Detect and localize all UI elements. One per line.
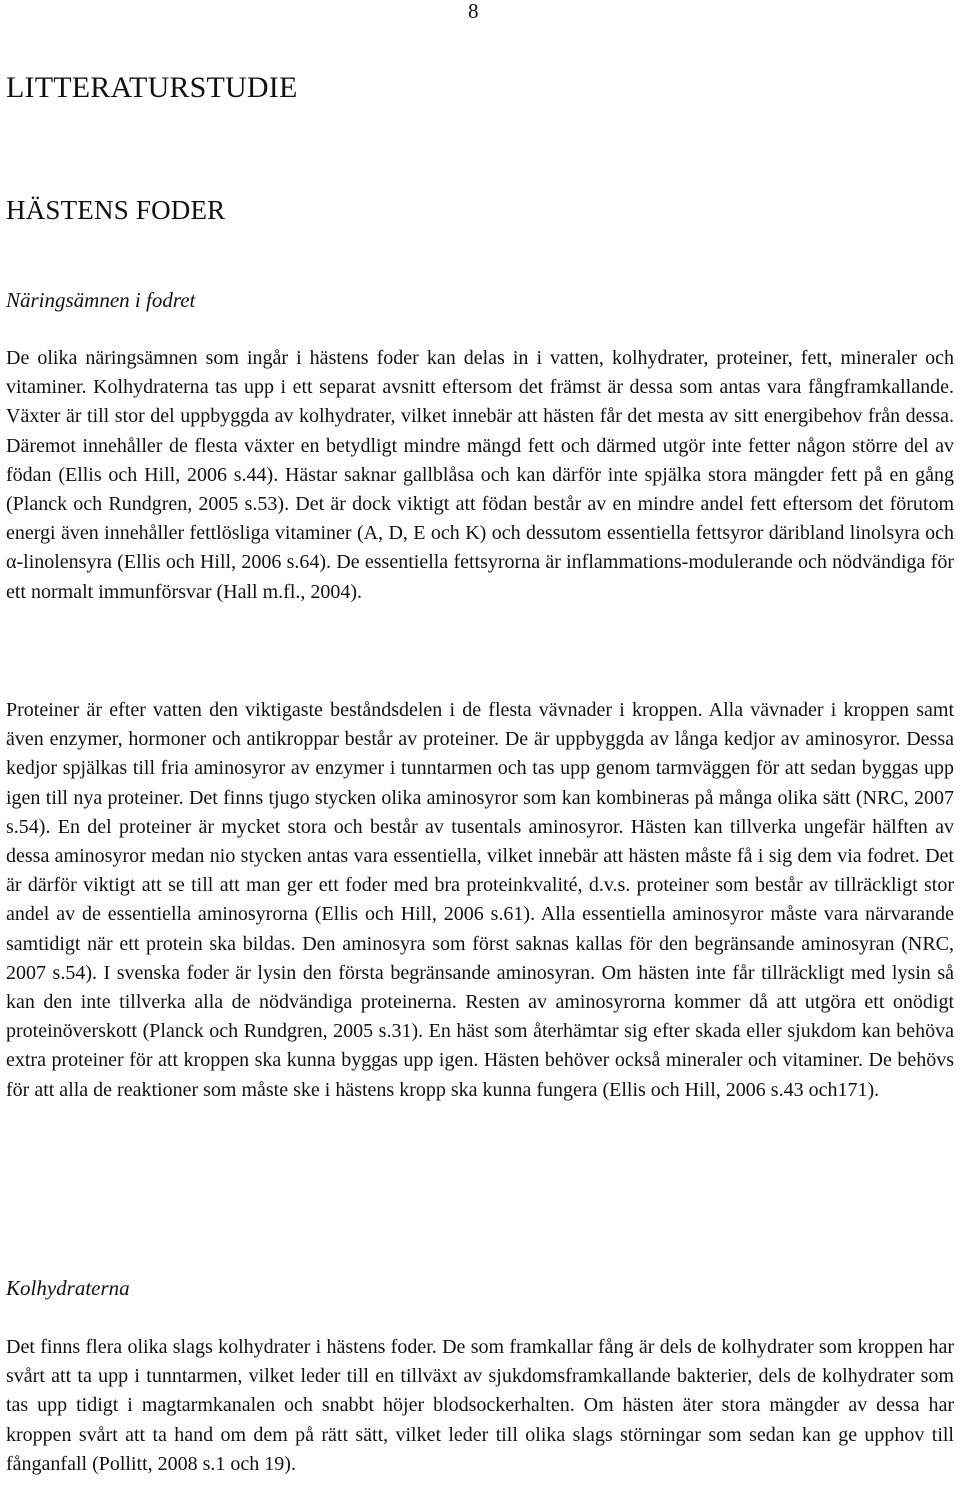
subheading-naringsamnen: Näringsämnen i fodret <box>6 288 196 312</box>
paragraph-proteiner: Proteiner är efter vatten den viktigaste beståndsdelen i de flesta vävnader i kroppen. Alla vävnader i kroppen samt även enzymer, hormoner och antikroppar består av proteiner. De är uppbyggda av långa kedjor av aminosyror. Dessa kedjor spjälkas till fria aminosyror av enzymer i tunntarmen och tas upp genom tarmväggen för att sedan byggas upp igen till nya proteiner. Det finns tjugo stycken olika aminosyror som kan kombineras på många olika sätt (NRC, 2007 s.54). En del proteiner är mycket stora och består av tusentals aminosyror. Hästen kan tillverka ungefär hälften av dessa aminosyror medan nio stycken antas vara essentiella, vilket innebär att hästen måste få i sig dem via fodret. Det är därför viktigt att se till att man ger ett foder med bra proteinkvalité, d.v.s. proteiner som består av tillräckligt stor andel av de essentiella aminosyrorna (Ellis och Hill, 2006 s.61). Alla essentiella aminosyror måste vara närvarande samtidigt när ett protein ska bildas. Den aminosyra som först saknas kallas för den begränsande aminosyran (NRC, 2007 s.54). I svenska foder är lysin den första begränsande aminosyran. Om hästen inte får tillräckligt med lysin så kan den inte tillverka alla de nödvändiga proteinerna. Resten av aminosyrorna kommer då att utgöra ett onödigt proteinöverskott (Planck och Rundgren, 2005 s.31). En häst som återhämtar sig efter skada eller sjukdom kan behöva extra proteiner för att kroppen ska kunna byggas upp igen. Hästen behöver också mineraler och vitaminer. De behövs för att alla de reaktioner som måste ske i hästens kropp ska kunna fungera (Ellis och Hill, 2006 s.43 och171). <box>6 699 954 1101</box>
subheading-kolhydraterna: Kolhydraterna <box>6 1276 130 1300</box>
page-number: 8 <box>468 0 479 23</box>
chapter-heading: LITTERATURSTUDIE <box>6 71 298 104</box>
paragraph-kolhydraterna: Det finns flera olika slags kolhydrater i hästens foder. De som framkallar fång är dels de kolhydrater som kroppen har svårt att ta upp i tunntarmen, vilket leder till en tillväxt av sjukdomsframkallande bakterier, dels de kolhydrater som tas upp tidigt i magtarmkanalen och snabbt höjer blodsockerhalten. Om hästen äter stora mängder av dessa har kroppen svårt att ta hand om dem på rätt sätt, vilket leder till olika slags störningar som sedan kan ge upphov till fånganfall (Pollitt, 2008 s.1 och 19). <box>6 1336 954 1475</box>
paragraph-naringsamnen: De olika näringsämnen som ingår i hästens foder kan delas in i vatten, kolhydrater, proteiner, fett, mineraler och vitaminer. Kolhydraterna tas upp i ett separat avsnitt eftersom det främst är dessa som antas vara fångframkallande. Växter är till stor del uppbyggda av kolhydrater, vilket innebär att hästen får det mesta av sitt energibehov från dessa. Däremot innehåller de flesta växter en betydligt mindre mängd fett och därmed utgör inte fetter någon större del av födan (Ellis och Hill, 2006 s.44). Hästar saknar gallblåsa och kan därför inte spjälka stora mängder fett på en gång (Planck och Rundgren, 2005 s.53). Det är dock viktigt att födan består av en mindre andel fett eftersom det förutom energi även innehåller fettlösliga vitaminer (A, D, E och K) och dessutom essentiella fettsyror däribland linolsyra och α-linolensyra (Ellis och Hill, 2006 s.64). De essentiella fettsyrorna är inflammations-modulerande och nödvändiga för ett normalt immunförsvar (Hall m.fl., 2004). <box>6 347 954 603</box>
section-heading: HÄSTENS FODER <box>6 195 226 225</box>
